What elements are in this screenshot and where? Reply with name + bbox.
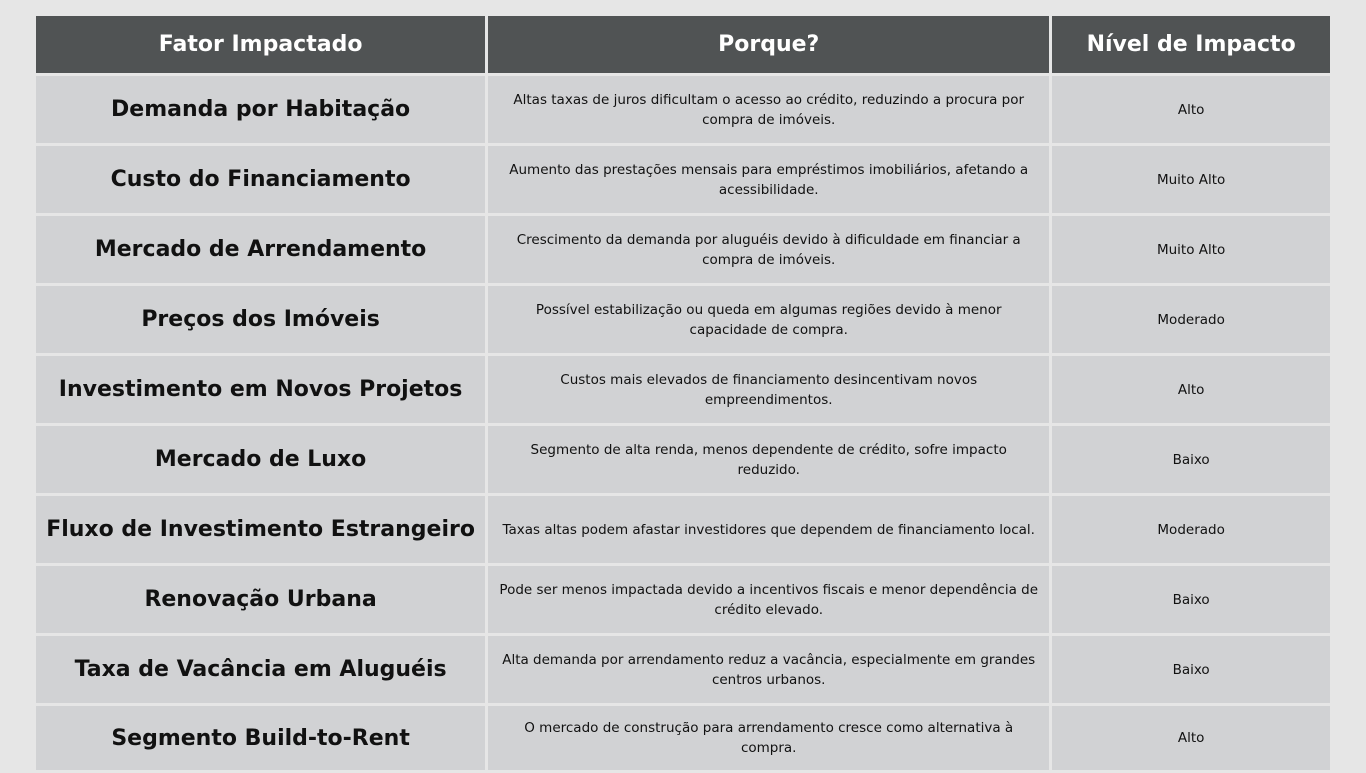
level-cell: Muito Alto: [1052, 216, 1330, 283]
header-level: Nível de Impacto: [1052, 16, 1330, 73]
level-cell: Baixo: [1052, 636, 1330, 703]
impact-table: [33, 13, 1333, 773]
table-row: [36, 146, 1330, 213]
factor-cell: Preços dos Imóveis: [36, 286, 485, 353]
impact-table-container: [33, 13, 1333, 773]
table-header: [36, 16, 1330, 73]
level-cell: Alto: [1052, 76, 1330, 143]
factor-cell: Demanda por Habitação: [36, 76, 485, 143]
table-row: [36, 76, 1330, 143]
level-cell: Moderado: [1052, 286, 1330, 353]
reason-cell: O mercado de construção para arrendamento cresce como alternativa à compra.: [488, 706, 1049, 770]
reason-cell: Alta demanda por arrendamento reduz a vacância, especialmente em grandes centros urbanos.: [488, 636, 1049, 703]
table-row: [36, 216, 1330, 283]
factor-cell: Custo do Financiamento: [36, 146, 485, 213]
reason-cell: Pode ser menos impactada devido a incentivos fiscais e menor dependência de crédito elevado.: [488, 566, 1049, 633]
reason-cell: Crescimento da demanda por aluguéis devido à dificuldade em financiar a compra de imóveis.: [488, 216, 1049, 283]
reason-cell: Altas taxas de juros dificultam o acesso ao crédito, reduzindo a procura por compra de imóveis.: [488, 76, 1049, 143]
reason-cell: Possível estabilização ou queda em algumas regiões devido à menor capacidade de compra.: [488, 286, 1049, 353]
level-cell: Alto: [1052, 356, 1330, 423]
header-row: [36, 16, 1330, 73]
level-cell: Alto: [1052, 706, 1330, 770]
table-row: [36, 496, 1330, 563]
factor-cell: Fluxo de Investimento Estrangeiro: [36, 496, 485, 563]
reason-cell: Aumento das prestações mensais para empréstimos imobiliários, afetando a acessibilidade.: [488, 146, 1049, 213]
header-reason: Porque?: [488, 16, 1049, 73]
reason-cell: Custos mais elevados de financiamento desincentivam novos empreendimentos.: [488, 356, 1049, 423]
reason-cell: Taxas altas podem afastar investidores que dependem de financiamento local.: [488, 496, 1049, 563]
header-factor: Fator Impactado: [36, 16, 485, 73]
level-cell: Baixo: [1052, 566, 1330, 633]
factor-cell: Taxa de Vacância em Aluguéis: [36, 636, 485, 703]
factor-cell: Investimento em Novos Projetos: [36, 356, 485, 423]
reason-cell: Segmento de alta renda, menos dependente de crédito, sofre impacto reduzido.: [488, 426, 1049, 493]
table-row: [36, 356, 1330, 423]
factor-cell: Segmento Build-to-Rent: [36, 706, 485, 770]
table-row: [36, 426, 1330, 493]
table-body: [36, 76, 1330, 770]
table-row: [36, 636, 1330, 703]
factor-cell: Mercado de Luxo: [36, 426, 485, 493]
table-row: [36, 286, 1330, 353]
level-cell: Moderado: [1052, 496, 1330, 563]
factor-cell: Renovação Urbana: [36, 566, 485, 633]
factor-cell: Mercado de Arrendamento: [36, 216, 485, 283]
table-row: [36, 566, 1330, 633]
level-cell: Baixo: [1052, 426, 1330, 493]
level-cell: Muito Alto: [1052, 146, 1330, 213]
table-row: [36, 706, 1330, 770]
